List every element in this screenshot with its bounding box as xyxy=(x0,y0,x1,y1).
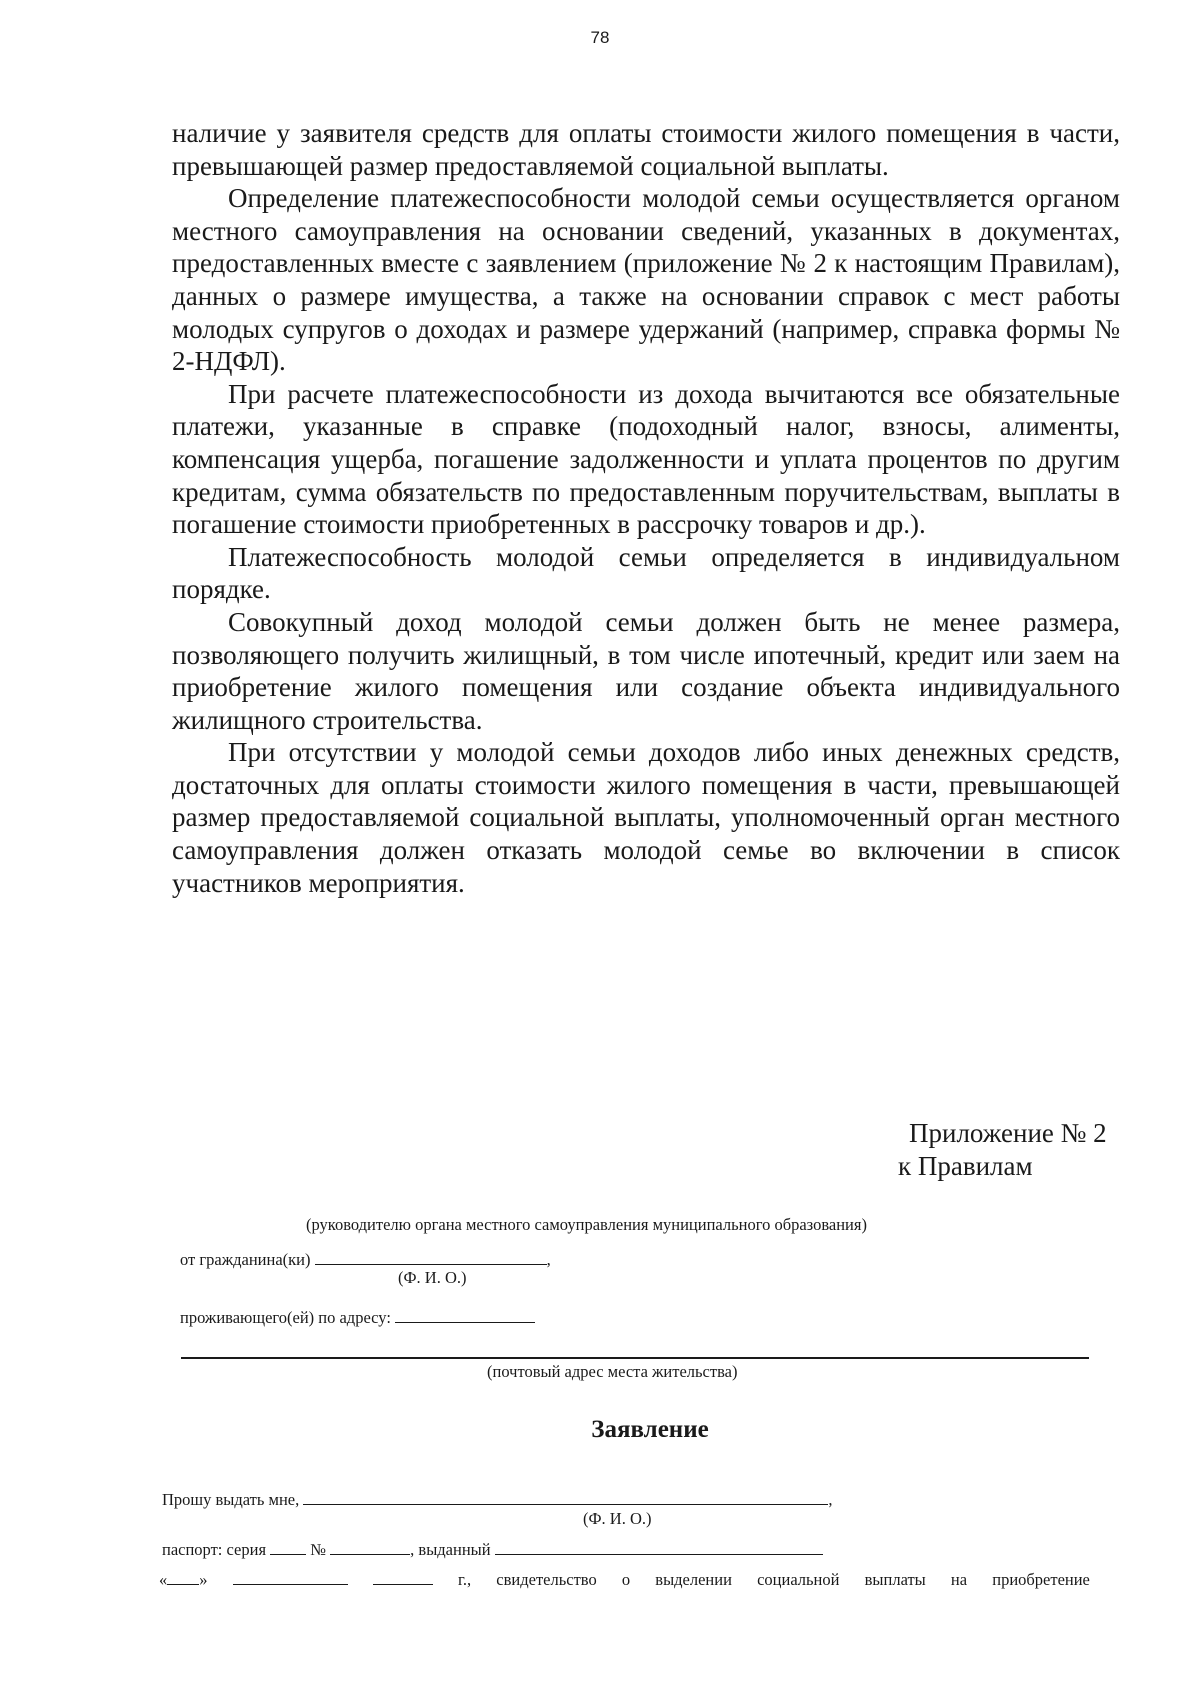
fio-caption: (Ф. И. О.) xyxy=(398,1268,467,1287)
passport-label: паспорт: серия xyxy=(162,1540,267,1559)
appendix-subtitle: к Правилам xyxy=(898,1151,1033,1181)
from-label: от гражданина(ки) xyxy=(180,1250,311,1269)
last-line-word: свидетельство xyxy=(496,1570,597,1589)
certificate-row xyxy=(159,1570,1090,1590)
comma: , xyxy=(546,1250,551,1269)
date-fields xyxy=(159,1570,208,1590)
last-line-word: социальной xyxy=(757,1570,840,1589)
appendix-title: Приложение № 2 xyxy=(909,1118,1107,1148)
last-line-word: выделении xyxy=(655,1570,732,1589)
last-line-word: выплаты xyxy=(864,1570,926,1589)
quote-open: « xyxy=(159,1570,168,1589)
address-row xyxy=(180,1308,535,1328)
recipient-caption: (руководителю органа местного самоуправления муниципального образования) xyxy=(306,1215,867,1234)
passport-number-field[interactable] xyxy=(330,1540,410,1555)
request-label: Прошу выдать мне, xyxy=(162,1490,300,1509)
issued-label: , выданный xyxy=(410,1540,491,1559)
from-name-field[interactable] xyxy=(315,1250,547,1265)
year-field[interactable] xyxy=(373,1570,433,1585)
last-line-word: приобретение xyxy=(992,1570,1090,1589)
day-field[interactable] xyxy=(167,1570,199,1585)
paragraph: При расчете платежеспособности из дохода вычитаются все обязательные платежи, указанные в справке (подоходный налог, взносы, алименты, компенсация ущерба, погашение задолженности и уплата процентов по другим кредитам, сумма обязательств по предоставленным поручительствам, выплаты в погашение стоимости приобретенных в рассрочку товаров и др.). xyxy=(172,378,1120,540)
last-line-word: о xyxy=(621,1570,631,1589)
issued-by-field[interactable] xyxy=(495,1540,823,1555)
address-line[interactable] xyxy=(181,1357,1089,1359)
paragraph: При отсутствии у молодой семьи доходов либо иных денежных средств, достаточных для оплаты стоимости жилого помещения в части, превышающей размер предоставляемой социальной выплаты, уполномоченный орган местного самоуправления должен отказать молодой семье во включении в список участников мероприятия. xyxy=(172,737,1120,898)
request-name-field[interactable] xyxy=(303,1490,828,1505)
passport-series-field[interactable] xyxy=(270,1540,306,1555)
form-title: Заявление xyxy=(591,1416,709,1443)
from-row xyxy=(180,1250,551,1270)
body-text xyxy=(172,117,1120,899)
postal-caption: (почтовый адрес места жительства) xyxy=(487,1362,738,1381)
year-label: г., xyxy=(457,1570,472,1589)
page-number: 78 xyxy=(590,28,610,47)
month-field[interactable] xyxy=(233,1570,348,1585)
comma: , xyxy=(828,1490,833,1509)
last-line-word: на xyxy=(950,1570,968,1589)
address-label: проживающего(ей) по адресу: xyxy=(180,1308,391,1327)
request-row xyxy=(162,1490,833,1510)
paragraph: наличие у заявителя средств для оплаты стоимости жилого помещения в части, превышающей размер предоставляемой социальной выплаты. xyxy=(172,118,1120,181)
number-sign: № xyxy=(310,1540,327,1559)
passport-row xyxy=(162,1540,823,1560)
paragraph: Платежеспособность молодой семьи определяется в индивидуальном порядке. xyxy=(172,541,1120,605)
paragraph: Совокупный доход молодой семьи должен быть не менее размера, позволяющего получить жилищный, в том числе ипотечный, кредит или заем на приобретение жилого помещения или создание объекта индивидуального жилищного строительства. xyxy=(172,606,1120,735)
paragraph: Определение платежеспособности молодой семьи осуществляется органом местного самоуправления на основании сведений, указанных в документах, предоставленных вместе с заявлением (приложение № 2 к настоящим Правилам), данных о размере имущества, а также на основании справок с мест работы молодых супругов о доходах и размере удержаний (например, справка формы № 2-НДФЛ). xyxy=(172,183,1120,377)
address-field[interactable] xyxy=(395,1308,535,1323)
request-fio-caption: (Ф. И. О.) xyxy=(583,1509,652,1528)
quote-close: » xyxy=(199,1570,208,1589)
